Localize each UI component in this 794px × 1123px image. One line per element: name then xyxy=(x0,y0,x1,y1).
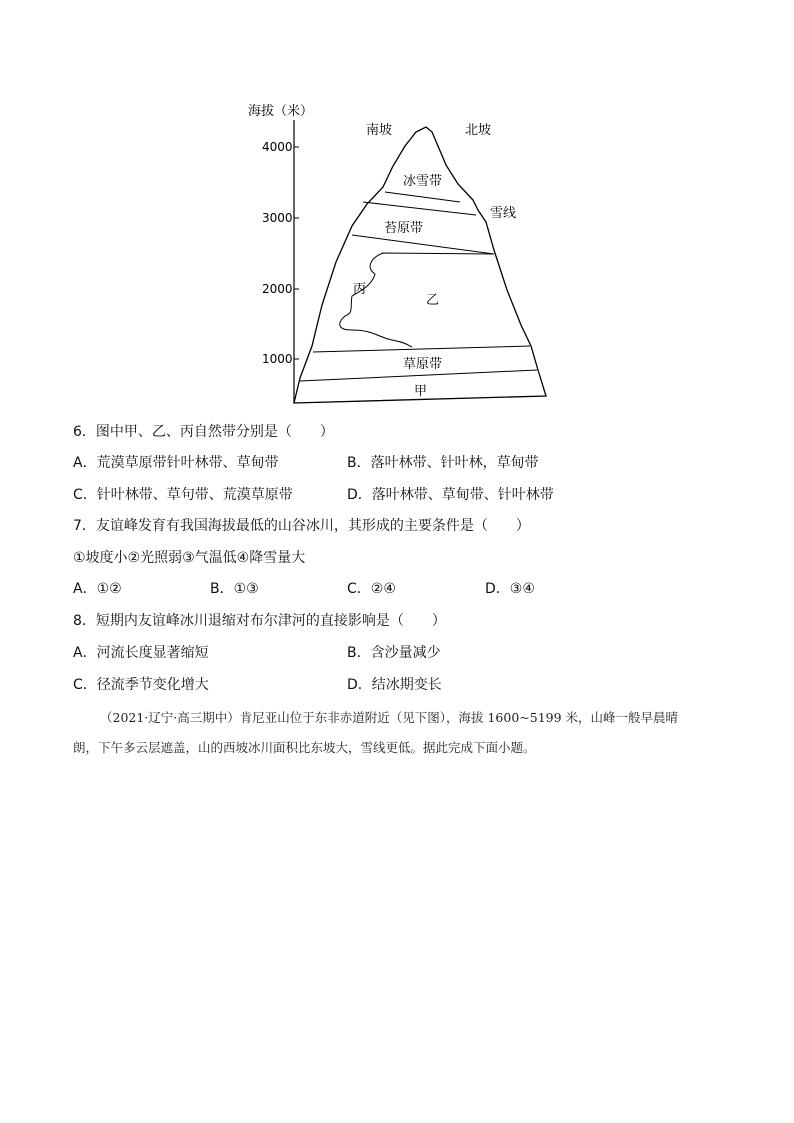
question-7-option-b[interactable]: B．①③ xyxy=(210,581,259,597)
tick-label-2000: 2000 xyxy=(262,282,293,296)
tick-label-3000: 3000 xyxy=(262,211,293,225)
question-6-stem: 6．图中甲、乙、丙自然带分别是（ ） xyxy=(73,424,334,440)
yi-zone-label: 乙 xyxy=(426,293,440,308)
question-6-option-c[interactable]: C．针叶林带、草句带、荒漠草原带 xyxy=(73,487,293,503)
question-7-option-d[interactable]: D．③④ xyxy=(485,581,535,597)
snow-zone-label: 冰雪带 xyxy=(403,174,443,189)
question-6-option-b[interactable]: B．落叶林带、针叶林，草甸带 xyxy=(347,455,539,471)
mountain-zonation-figure xyxy=(240,96,560,412)
bing-zone-label: 丙 xyxy=(353,282,367,297)
tundra-lower-boundary xyxy=(352,235,494,254)
question-6-option-d[interactable]: D．落叶林带、草甸带、针叶林带 xyxy=(347,487,554,503)
bing-zone-boundary xyxy=(340,253,494,347)
snowline-upper-left xyxy=(385,192,460,202)
question-7-option-c[interactable]: C．②④ xyxy=(347,581,396,597)
south-slope-label: 南坡 xyxy=(366,123,393,138)
y-axis-label: 海拔（米） xyxy=(248,104,314,119)
question-7-conditions: ①坡度小②光照弱③气温低④降雪量大 xyxy=(73,550,306,566)
question-8-option-b[interactable]: B．含沙量减少 xyxy=(347,645,441,661)
north-slope-label: 北坡 xyxy=(465,123,492,138)
jia-zone-label: 甲 xyxy=(414,384,428,399)
grass-upper-boundary xyxy=(313,346,530,352)
question-8-option-d[interactable]: D．结冰期变长 xyxy=(347,677,442,693)
tick-label-4000: 4000 xyxy=(262,140,293,154)
question-8-stem: 8．短期内友谊峰冰川退缩对布尔津河的直接影响是（ ） xyxy=(73,613,446,629)
snowline-label: 雪线 xyxy=(490,206,517,221)
question-8-option-c[interactable]: C．径流季节变化增大 xyxy=(73,677,209,693)
passage-line-2: 朗，下午多云层遮盖，山的西坡冰川面积比东坡大，雪线更低。据此完成下面小题。 xyxy=(73,740,536,755)
question-8-option-a[interactable]: A．河流长度显著缩短 xyxy=(73,645,209,661)
question-6-option-a[interactable]: A．荒漠草原带针叶林带、草甸带 xyxy=(73,455,279,471)
tick-label-1000: 1000 xyxy=(262,352,293,366)
tundra-zone-label: 苔原带 xyxy=(384,221,424,236)
question-7-stem: 7．友谊峰发育有我国海拔最低的山谷冰川，其形成的主要条件是（ ） xyxy=(73,518,530,534)
passage-line-1: （2021·辽宁·高三期中）肯尼亚山位于东非赤道附近（见下图），海拔 1600~5199 米，山峰一般早晨晴 xyxy=(100,710,679,725)
snow-tundra-boundary xyxy=(363,202,476,215)
question-7-option-a[interactable]: A．①② xyxy=(73,581,122,597)
grass-zone-label: 草原带 xyxy=(403,357,443,372)
